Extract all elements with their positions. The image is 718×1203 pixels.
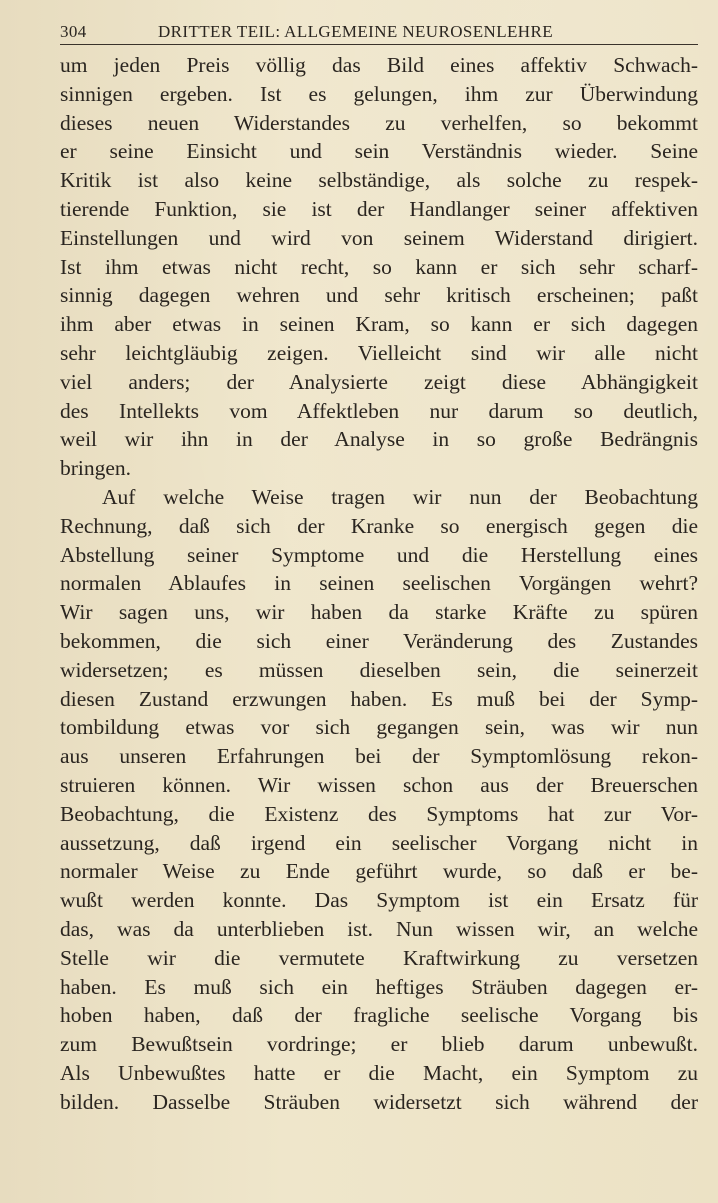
text-line: um jeden Preis völlig das Bild eines affektiv Schwach- — [60, 53, 698, 77]
text-line: widersetzen; es müssen dieselben sein, die seinerzeit — [60, 657, 698, 682]
text-line: zum Bewußtsein vordringe; er blieb darum unbewußt. — [60, 1032, 698, 1057]
text-line: Stelle wir die vermutete Kraftwirkung zu versetzen — [60, 945, 698, 970]
text-line: weil wir ihn in der Analyse in so große Bedrängnis — [60, 427, 698, 452]
text-line: tombildung etwas vor sich gegangen sein, was wir nun — [60, 715, 698, 740]
body-text — [60, 51, 698, 1116]
text-line: des Intellekts vom Affektleben nur darum so deutlich, — [60, 398, 698, 423]
text-line: dieses neuen Widerstandes zu verhelfen, so bekommt — [60, 110, 698, 135]
text-line: viel anders; der Analysierte zeigt diese Abhängigkeit — [60, 369, 698, 394]
text-line: diesen Zustand erzwungen haben. Es muß bei der Symp- — [60, 686, 698, 711]
text-line: bekommen, die sich einer Veränderung des Zustandes — [60, 628, 698, 653]
text-line: Kritik ist also keine selbständige, als solche zu respek- — [60, 168, 698, 193]
text-line: normaler Weise zu Ende geführt wurde, so daß er be- — [60, 859, 698, 884]
text-line: sehr leichtgläubig zeigen. Vielleicht sind wir alle nicht — [60, 340, 698, 365]
text-line: sinnigen ergeben. Ist es gelungen, ihm zur Überwindung — [60, 81, 698, 106]
page-header — [60, 20, 698, 45]
text-line: Einstellungen und wird von seinem Widerstand dirigiert. — [60, 225, 698, 250]
text-line: aussetzung, daß irgend ein seelischer Vorgang nicht in — [60, 830, 698, 855]
text-line: hoben haben, daß der fragliche seelische Vorgang bis — [60, 1003, 698, 1028]
text-line: wußt werden konnte. Das Symptom ist ein Ersatz für — [60, 888, 698, 913]
text-line: Abstellung seiner Symptome und die Herstellung eines — [60, 542, 698, 567]
text-line: ihm aber etwas in seinen Kram, so kann er sich dagegen — [60, 312, 698, 337]
text-line: Wir sagen uns, wir haben da starke Kräfte zu spüren — [60, 600, 698, 625]
text-line: er seine Einsicht und sein Verständnis wieder. Seine — [60, 139, 698, 164]
text-line: tierende Funktion, sie ist der Handlanger seiner affektiven — [60, 196, 698, 221]
text-line: sinnig dagegen wehren und sehr kritisch erscheinen; paßt — [60, 283, 698, 308]
text-line: normalen Ablaufes in seinen seelischen Vorgängen wehrt? — [60, 571, 698, 596]
text-line: haben. Es muß sich ein heftiges Sträuben dagegen er- — [60, 974, 698, 999]
text-line: struieren können. Wir wissen schon aus der Breuerschen — [60, 772, 698, 797]
text-line: aus unseren Erfahrungen bei der Symptomlösung rekon- — [60, 744, 698, 769]
text-line: Als Unbewußtes hatte er die Macht, ein Symptom zu — [60, 1060, 698, 1085]
text-line: Beobachtung, die Existenz des Symptoms hat zur Vor- — [60, 801, 698, 826]
paragraph-end-line: bringen. — [60, 456, 132, 481]
paragraph-start-line: Auf welche Weise tragen wir nun der Beobachtung — [102, 484, 698, 509]
text-line: das, was da unterblieben ist. Nun wissen wir, an welche — [60, 916, 698, 941]
text-line: Ist ihm etwas nicht recht, so kann er sich sehr scharf- — [60, 254, 698, 279]
text-line: Rechnung, daß sich der Kranke so energisch gegen die — [60, 513, 698, 538]
page-number: 304 — [60, 22, 87, 41]
running-head: DRITTER TEIL: ALLGEMEINE NEUROSENLEHRE — [158, 22, 553, 41]
text-line: bilden. Dasselbe Sträuben widersetzt sich während der — [60, 1089, 698, 1114]
